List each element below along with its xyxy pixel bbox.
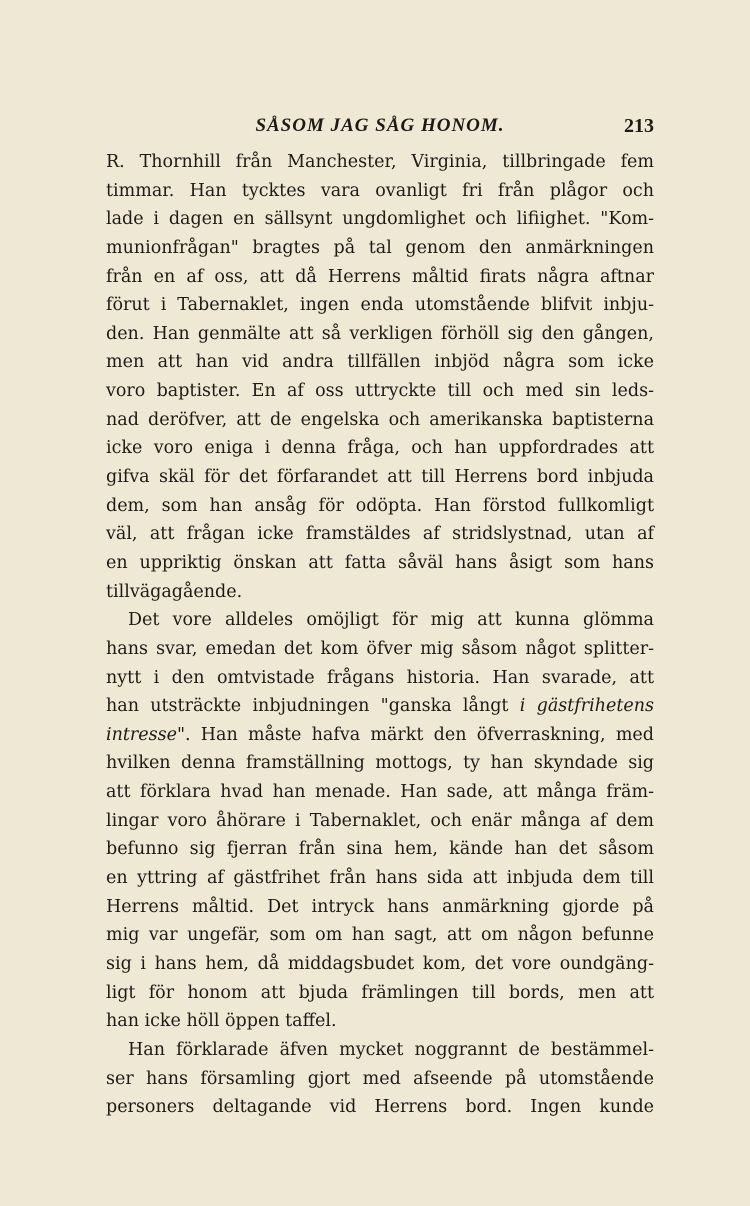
text-line: mig var ungefär, som om han sagt, att om någon befunne bbox=[106, 925, 654, 946]
text-line bbox=[106, 721, 654, 750]
text-line bbox=[106, 692, 654, 721]
text-line: personers deltagande vid Herrens bord. Ingen kunde bbox=[106, 1097, 654, 1118]
text-line: gifva skäl för det förfarandet att till Herrens bord inbjuda bbox=[106, 467, 654, 488]
text-line: hvilken denna framställning mottogs, ty han skyndade sig bbox=[106, 753, 654, 774]
text-line: från en af oss, att då Herrens måltid firats några aftnar bbox=[106, 266, 654, 287]
text-line: nytt i den omtvistade frågans historia. Han svarade, att bbox=[106, 667, 654, 688]
text-line: förut i Tabernaklet, ingen enda utomstående blifvit inbju- bbox=[106, 295, 654, 316]
running-title: SÅSOM JAG SÅG HONOM. bbox=[255, 115, 505, 136]
paragraph-start-line: Det vore alldeles omöjligt för mig att kunna glömma bbox=[128, 610, 654, 631]
text-line: ser hans församling gjort med afseende på utomstående bbox=[106, 1068, 654, 1089]
italic-phrase: intresse bbox=[106, 724, 177, 745]
paragraph-end-line: han icke höll öppen taffel. bbox=[106, 1011, 337, 1032]
paragraph-start-line: Han förklarade äfven mycket noggrannt de bestämmel- bbox=[128, 1039, 654, 1060]
text-line: att förklara hvad han menade. Han sade, att många främ- bbox=[106, 782, 654, 803]
page-number: 213 bbox=[624, 115, 654, 137]
text-line: en yttring af gästfrihet från hans sida att inbjuda dem till bbox=[106, 868, 654, 889]
text-line: hans svar, emedan det kom öfver mig såsom något splitter- bbox=[106, 638, 654, 659]
text-line: sig i hans hem, då middagsbudet kom, det vore oundgäng- bbox=[106, 953, 654, 974]
text-line: den. Han genmälte att så verkligen förhöll sig den gången, bbox=[106, 323, 654, 344]
text-line: icke voro eniga i denna fråga, och han uppfordrades att bbox=[106, 438, 654, 459]
italic-phrase: i gästfrihetens bbox=[519, 696, 654, 717]
text-line: dem, som han ansåg för odöpta. Han förstod fullkomligt bbox=[106, 495, 654, 516]
text-line: munionfrågan" bragtes på tal genom den anmärkningen bbox=[106, 237, 654, 258]
text-segment: ". Han måste hafva märkt den öfverraskning, med bbox=[176, 724, 654, 745]
text-line: Herrens måltid. Det intryck hans anmärkning gjorde på bbox=[106, 896, 654, 917]
body-text bbox=[106, 148, 654, 1122]
text-line: befunno sig fjerran från sina hem, kände han det såsom bbox=[106, 839, 654, 860]
text-line: lade i dagen en sällsynt ungdomlighet och lifiighet. "Kom- bbox=[106, 209, 654, 230]
text-line: timmar. Han tycktes vara ovanligt fri från plågor och bbox=[106, 180, 654, 201]
text-line: lingar voro åhörare i Tabernaklet, och enär många af dem bbox=[106, 810, 654, 831]
paragraph-end-line: tillvägagående. bbox=[106, 581, 243, 602]
text-line: R. Thornhill från Manchester, Virginia, tillbringade fem bbox=[106, 152, 654, 172]
text-line: ligt för honom att bjuda främlingen till bords, men att bbox=[106, 982, 654, 1003]
text-line: en uppriktig önskan att fatta såväl hans åsigt som hans bbox=[106, 552, 654, 573]
running-head bbox=[106, 115, 654, 145]
text-line: väl, att frågan icke framstäldes af stridslystnad, utan af bbox=[106, 524, 654, 545]
text-line: men att han vid andra tillfällen inbjöd några som icke bbox=[106, 352, 654, 373]
text-line: nad deröfver, att de engelska och amerikanska baptisterna bbox=[106, 409, 654, 430]
text-segment: han utsträckte inbjudningen "ganska långt bbox=[106, 696, 509, 717]
text-line: voro baptister. En af oss uttryckte till och med sin leds- bbox=[106, 381, 654, 402]
